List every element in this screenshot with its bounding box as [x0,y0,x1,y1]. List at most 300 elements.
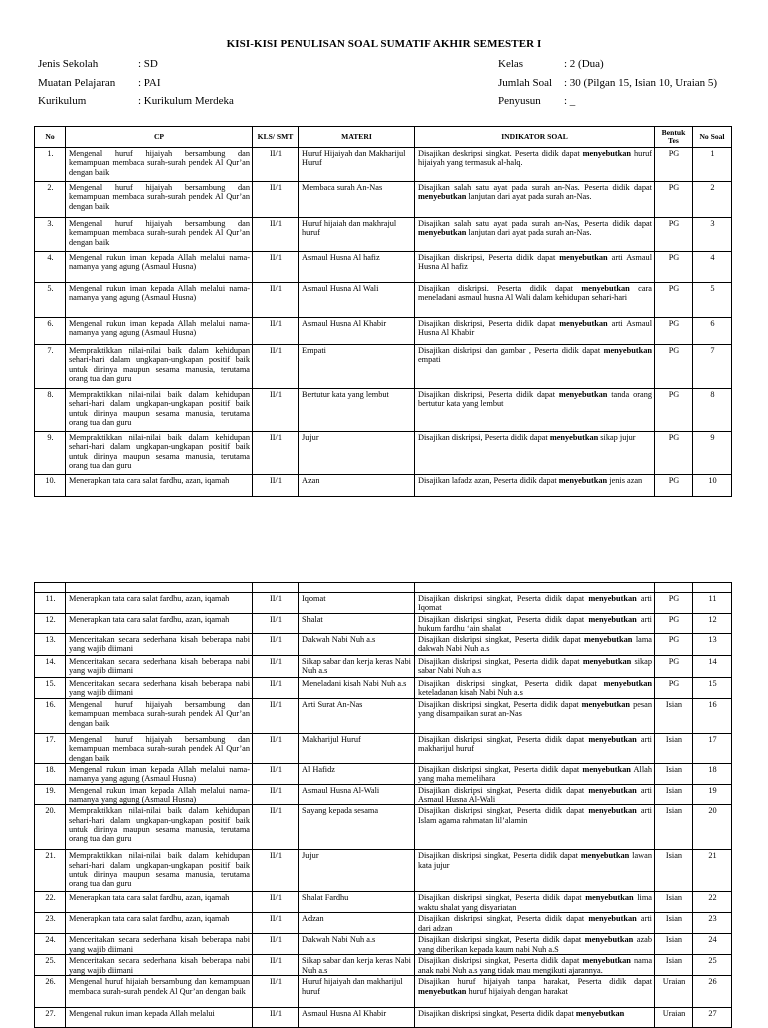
indikator-keyword: menyebutkan [582,149,632,158]
row-cp: Menerapkan tata cara salat fardhu, azan, iqamah [66,475,253,497]
row-kls: II/1 [253,218,299,252]
indikator-text: Disajikan salah satu ayat pada surah an-Nas, Peserta didik dapat [418,219,652,228]
row-no: 19. [35,784,66,805]
table-row [35,913,732,934]
row-indikator [415,252,655,283]
indikator-keyword: menyebutkan [588,785,637,795]
row-no: 16. [35,699,66,734]
row-no: 13. [35,634,66,656]
row-kls: II/1 [253,850,299,892]
indikator-text: lima waktu shalat yang disyariatan [418,893,652,912]
table-row [35,613,732,634]
indikator-keyword: menyebutkan [418,986,467,996]
indikator-text: Disajikan diskripsi singkat, Peserta didik dapat [418,806,589,816]
row-kls: II/1 [253,283,299,318]
indikator-text: Disajikan huruf hijaiyah tanpa harakat, Peserta didik dapat [418,977,652,987]
row-no: 12. [35,613,66,634]
row-no: 18. [35,764,66,785]
header-kls: KLS/ SMT [253,127,299,148]
table-row [35,148,732,182]
row-cp: Menceritakan secara sederhana kisah beberapa nabi yang wajib diimani [66,678,253,699]
row-bentuk-tes: Isian [655,892,693,913]
header-no: No [35,127,66,148]
row-no: 27. [35,1008,66,1028]
row-kls: II/1 [253,656,299,678]
row-no: 20. [35,805,66,850]
row-cp: Mengenal rukun iman kepada Allah melalui nama-namanya yang agung (Asmaul Husna) [66,283,253,318]
row-no: 5. [35,283,66,318]
indikator-text: Disajikan diskripsi singkat, Peserta didik dapat [418,956,583,966]
indikator-text: Disajikan diskripsi, Peserta didik dapat [418,433,550,442]
indikator-text: jenis azan [607,476,643,485]
table-row [35,252,732,283]
indikator-text: nama anak nabi Nuh a.s yang tidak mau mengikuti ajarannya. [418,956,652,975]
table-row [35,805,732,850]
row-materi: Al Hafidz [299,764,415,785]
indikator-text: Disajikan deskripsi singkat. Peserta didik dapat [418,149,583,158]
row-indikator [415,634,655,656]
indikator-text: lanjutan dari ayat pada surah an-Nas. [466,192,592,202]
row-no-soal: 20 [693,805,732,850]
indikator-text: Disajikan diskripsi singkat, Peserta didik dapat [418,735,589,745]
indikator-text: Allah yang maha memelihara [418,765,652,784]
indikator-keyword: menyebutkan [588,735,637,745]
row-kls: II/1 [253,805,299,850]
row-materi: Asmaul Husna Al-Wali [299,784,415,805]
row-indikator [415,784,655,805]
row-bentuk-tes: Uraian [655,1008,693,1028]
indikator-text: Disajikan diskripsi singkat, Peserta didik dapat [418,679,604,689]
table-row [35,976,732,1008]
row-bentuk-tes: Isian [655,784,693,805]
indikator-keyword: menyebutkan [584,935,634,945]
row-kls: II/1 [253,699,299,734]
row-cp: Menerapkan tata cara salat fardhu, azan, iqamah [66,913,253,934]
row-cp: Mengenal rukun iman kepada Allah melalui nama-namanya yang agung (Asmaul Husna) [66,252,253,283]
row-indikator [415,432,655,475]
row-indikator [415,699,655,734]
row-no: 26. [35,976,66,1008]
row-materi: Shalat [299,613,415,634]
row-cp: Mengenal rukun iman kepada Allah melalui nama-namanya yang agung (Asmaul Husna) [66,318,253,345]
row-cp: Menerapkan tata cara salat fardhu, azan, iqamah [66,892,253,913]
indikator-keyword: menyebutkan [418,228,467,238]
row-bentuk-tes: Isian [655,734,693,764]
row-no-soal: 8 [693,389,732,432]
row-no: 8. [35,389,66,432]
row-no-soal: 13 [693,634,732,656]
row-bentuk-tes: PG [655,182,693,218]
indikator-text: Disajikan diskripsi singkat, Peserta didik dapat [418,785,589,795]
indikator-text: pesan yang disampaikan surat an-Nas [418,700,652,719]
row-cp: Mengenal huruf hijaiyah bersambung dan kemampuan membaca surah-surah pendek Al Qur’an dengan baik [66,148,253,182]
indikator-keyword: menyebutkan [575,1009,625,1019]
indikator-keyword: menyebutkan [582,657,632,667]
indikator-text: arti Islam agama rahmatan lil’alamin [418,806,652,825]
kurikulum-value: : Kurikulum Merdeka [138,95,234,107]
row-no-soal: 11 [693,593,732,614]
row-bentuk-tes: PG [655,283,693,318]
indikator-keyword: menyebutkan [603,679,652,689]
indikator-text: huruf hijaiyah yang termasuk al-halq. [418,149,652,168]
indikator-keyword: menyebutkan [588,914,637,924]
info-left [38,58,338,118]
row-indikator [415,764,655,785]
indikator-keyword: menyebutkan [559,319,608,328]
row-no-soal: 5 [693,283,732,318]
indikator-keyword: menyebutkan [582,765,631,775]
row-kls: II/1 [253,475,299,497]
indikator-text: Disajikan diskripsi, Peserta didik dapat [418,253,560,262]
indikator-text: Disajikan diskripsi singkat, Peserta didik dapat [418,893,586,903]
row-kls: II/1 [253,784,299,805]
row-indikator [415,1008,655,1028]
row-kls: II/1 [253,432,299,475]
row-no-soal: 25 [693,955,732,976]
row-kls: II/1 [253,934,299,955]
row-bentuk-tes: PG [655,318,693,345]
row-bentuk-tes: PG [655,389,693,432]
row-materi: Asmaul Husna Al hafiz [299,252,415,283]
row-kls: II/1 [253,1008,299,1028]
penyusun-label: Penyusun [498,95,541,107]
indikator-text: Disajikan diskripsi. Peserta didik dapat [418,284,582,293]
kisi-kisi-table-part2 [34,582,732,1028]
row-no-soal: 15 [693,678,732,699]
row-indikator [415,805,655,850]
header-bentuk: Bentuk Tes [655,127,693,148]
row-materi: Shalat Fardhu [299,892,415,913]
row-materi: Arti Surat An-Nas [299,699,415,734]
row-materi: Sikap sabar dan kerja keras Nabi Nuh a.s [299,656,415,678]
row-indikator [415,656,655,678]
row-no: 15. [35,678,66,699]
indikator-text: lama dakwah Nabi Nuh a.s [418,635,652,654]
row-no-soal: 2 [693,182,732,218]
row-cp: Menerapkan tata cara salat fardhu, azan, iqamah [66,613,253,634]
row-kls: II/1 [253,913,299,934]
indikator-text: arti Asmaul Husna Al-Wali [418,785,652,805]
indikator-text: Disajikan diskripsi singkat, Peserta didik dapat [418,700,582,710]
row-materi: Bertutur kata yang lembut [299,389,415,432]
row-cp: Mempraktikkan nilai-nilai baik dalam kehidupan sehari-hari dalam ungkapan-ungkapan positif baik untuk dirinya maupun sesama manusia, terutama orang tua dan guru [66,850,253,892]
table-row [35,182,732,218]
row-kls: II/1 [253,345,299,389]
row-cp: Mempraktikkan nilai-nilai baik dalam kehidupan sehari-hari dalam ungkapan-ungkapan positif baik untuk dirinya maupun sesama manusia, terutama orang tua dan guru [66,432,253,475]
indikator-keyword: menyebutkan [418,192,467,202]
table-row [35,934,732,955]
indikator-text: arti Asmaul Husna Al Khabir [418,319,653,338]
row-cp: Mengenal huruf hijaiyah bersambung dan kemampuan membaca surah-surah pendek Al Qur’an dengan baik [66,699,253,734]
table-row [35,850,732,892]
indikator-text: sikap jujur [598,433,636,442]
row-materi: Jujur [299,432,415,475]
row-no-soal: 22 [693,892,732,913]
row-no: 6. [35,318,66,345]
table-row [35,283,732,318]
indikator-text: azab yang diberikan kepada kaum nabi Nuh a.S [418,935,652,954]
blank-row [35,583,732,593]
row-bentuk-tes: Isian [655,913,693,934]
row-no-soal: 10 [693,475,732,497]
row-bentuk-tes: Isian [655,764,693,785]
table-row [35,475,732,497]
row-no-soal: 16 [693,699,732,734]
row-kls: II/1 [253,389,299,432]
indikator-keyword: menyebutkan [585,893,634,903]
row-no-soal: 21 [693,850,732,892]
row-indikator [415,148,655,182]
indikator-text: Disajikan diskripsi singkat, Peserta didik dapat [418,614,589,624]
row-no-soal: 19 [693,784,732,805]
row-no-soal: 9 [693,432,732,475]
table-row [35,892,732,913]
penyusun-value: : _ [564,95,576,107]
row-kls: II/1 [253,976,299,1008]
row-materi: Empati [299,345,415,389]
row-no: 3. [35,218,66,252]
row-materi: Asmaul Husna Al Khabir [299,1008,415,1028]
row-kls: II/1 [253,148,299,182]
table-row [35,699,732,734]
row-bentuk-tes: PG [655,345,693,389]
indikator-text: sikap sabar Nabi Nuh a.s [418,657,652,676]
row-indikator [415,593,655,614]
row-materi: Sikap sabar dan kerja keras Nabi Nuh a.s [299,955,415,976]
row-cp: Mengenal huruf hijaiyah bersambung dan kemampuan membaca surah-surah pendek Al Qur’an dengan baik [66,734,253,764]
row-cp: Mengenal huruf hijaiyah bersambung dan kemampuan membaca surah-surah pendek Al Qur’an dengan baik [66,218,253,252]
row-materi: Dakwah Nabi Nuh a.s [299,934,415,955]
row-cp: Mengenal rukun iman kepada Allah melalui [66,1008,253,1028]
row-materi: Asmaul Husna Al Khabir [299,318,415,345]
indikator-text: Disajikan lafadz azan, Peserta didik dapat [418,476,559,485]
row-no: 4. [35,252,66,283]
row-cp: Mempraktikkan nilai-nilai baik dalam kehidupan sehari-hari dalam ungkapan-ungkapan positif baik untuk dirinya maupun sesama manusia, terutama orang tua dan guru [66,389,253,432]
row-bentuk-tes: PG [655,148,693,182]
row-indikator [415,345,655,389]
indikator-keyword: menyebutkan [558,390,608,399]
row-cp: Mempraktikkan nilai-nilai baik dalam kehidupan sehari-hari dalam ungkapan-ungkapan positif baik untuk dirinya maupun sesama manusia, terutama orang tua dan guru [66,345,253,389]
row-no: 24. [35,934,66,955]
indikator-text: Disajikan diskripsi singkat, Peserta didik dapat [418,914,589,924]
indikator-text: keteladanan kisah Nabi Nuh a.s [418,688,523,698]
row-no: 7. [35,345,66,389]
row-no: 17. [35,734,66,764]
kisi-kisi-table-part1 [34,126,732,497]
header-cp: CP [66,127,253,148]
kurikulum-label: Kurikulum [38,95,87,107]
indikator-text: Disajikan diskripsi, Peserta didik dapat [418,390,559,399]
row-cp: Menceritakan secara sederhana kisah beberapa nabi yang wajib diimani [66,656,253,678]
row-kls: II/1 [253,634,299,656]
row-bentuk-tes: Uraian [655,976,693,1008]
indikator-text: Disajikan diskripsi singkat, Peserta didik dapat [418,765,583,775]
indikator-text: Disajikan diskripsi singkat, Peserta didik dapat [418,657,583,667]
row-bentuk-tes: Isian [655,934,693,955]
indikator-keyword: menyebutkan [588,594,637,603]
row-indikator [415,892,655,913]
row-no-soal: 26 [693,976,732,1008]
row-no-soal: 18 [693,764,732,785]
jumlah-soal-label: Jumlah Soal [498,77,553,89]
indikator-keyword: menyebutkan [584,635,633,645]
row-indikator [415,613,655,634]
row-no: 11. [35,593,66,614]
table-row [35,955,732,976]
indikator-keyword: menyebutkan [581,700,631,710]
indikator-text: cara meneladani asmaul husna Al Wali dalam kehidupan sehari-hari [418,284,652,303]
document-title: KISI-KISI PENULISAN SOAL SUMATIF AKHIR SEMESTER I [226,38,542,50]
row-materi: Huruf hijaiah dan makhrajul huruf [299,218,415,252]
header-no-soal: No Soal [693,127,732,148]
row-kls: II/1 [253,764,299,785]
table-row [35,345,732,389]
row-indikator [415,389,655,432]
indikator-keyword: menyebutkan [558,476,608,485]
indikator-keyword: menyebutkan [582,956,631,966]
row-no-soal: 24 [693,934,732,955]
indikator-keyword: menyebutkan [588,614,637,624]
table-row [35,634,732,656]
indikator-keyword: menyebutkan [588,806,637,816]
row-kls: II/1 [253,593,299,614]
header-indikator: INDIKATOR SOAL [415,127,655,148]
row-indikator [415,913,655,934]
indikator-text: arti dari adzan [418,914,652,933]
table-row [35,1008,732,1028]
row-materi: Asmaul Husna Al Wali [299,283,415,318]
info-right [498,58,748,118]
indikator-text: lanjutan dari ayat pada surah an-Nas. [466,228,592,238]
indikator-keyword: menyebutkan [559,253,608,262]
indikator-text: huruf hijaiyah dengan harakat [466,986,568,996]
row-materi: Makharijul Huruf [299,734,415,764]
row-no: 23. [35,913,66,934]
table-row [35,784,732,805]
row-cp: Mengenal rukun iman kepada Allah melalui nama-namanya yang agung (Asmaul Husna) [66,784,253,805]
muatan-pelajaran-value: : PAI [138,77,161,89]
row-kls: II/1 [253,318,299,345]
row-indikator [415,475,655,497]
indikator-text: Disajikan diskripsi singkat, Peserta didik dapat [418,935,585,945]
jenis-sekolah-label: Jenis Sekolah [38,58,99,70]
row-no-soal: 7 [693,345,732,389]
row-bentuk-tes: PG [655,432,693,475]
table-row [35,593,732,614]
row-materi: Adzan [299,913,415,934]
row-bentuk-tes: PG [655,218,693,252]
indikator-text: Disajikan diskripsi singkat, Peserta didik dapat [418,1009,576,1019]
indikator-text: arti hukum fardhu ‘ain shalat [418,614,652,633]
row-cp: Mengenal rukun iman kepada Allah melalui nama-namanya yang agung (Asmaul Husna) [66,764,253,785]
row-indikator [415,318,655,345]
row-materi: Sayang kepada sesama [299,805,415,850]
row-indikator [415,955,655,976]
row-cp: Menerapkan tata cara salat fardhu, azan, iqamah [66,593,253,614]
row-bentuk-tes: PG [655,252,693,283]
indikator-text: lawan kata jujur [418,851,652,870]
row-indikator [415,218,655,252]
row-kls: II/1 [253,182,299,218]
row-no-soal: 14 [693,656,732,678]
row-bentuk-tes: PG [655,634,693,656]
row-cp: Mengenal huruf hijaiah bersambung dan kemampuan membaca surah-surah pendek Al Qur’an dengan baik [66,976,253,1008]
row-kls: II/1 [253,734,299,764]
indikator-keyword: menyebutkan [549,433,599,442]
row-no-soal: 27 [693,1008,732,1028]
row-no: 21. [35,850,66,892]
row-materi: Huruf Hijaiyah dan Makharijul Huruf [299,148,415,182]
indikator-keyword: menyebutkan [580,851,630,861]
row-bentuk-tes: PG [655,678,693,699]
row-materi: Meneladani kisah Nabi Nuh a.s [299,678,415,699]
row-no: 10. [35,475,66,497]
table-row [35,432,732,475]
indikator-text: arti Asmaul Husna Al hafiz [418,253,653,272]
row-no: 1. [35,148,66,182]
table-header-row [35,127,732,148]
indikator-text: tanda orang bertutur kata yang lembut [418,390,652,409]
row-materi: Jujur [299,850,415,892]
row-bentuk-tes: Isian [655,850,693,892]
row-no: 2. [35,182,66,218]
row-materi: Membaca surah An-Nas [299,182,415,218]
row-no-soal: 4 [693,252,732,283]
row-kls: II/1 [253,613,299,634]
row-materi: Azan [299,475,415,497]
indikator-keyword: menyebutkan [603,346,652,355]
table-row [35,656,732,678]
row-no-soal: 3 [693,218,732,252]
indikator-text: Disajikan diskripsi dan gambar , Peserta didik dapat [418,346,604,355]
jenis-sekolah-value: : SD [138,58,158,70]
muatan-pelajaran-label: Muatan Pelajaran [38,77,116,89]
table-row [35,389,732,432]
row-indikator [415,976,655,1008]
row-indikator [415,182,655,218]
jumlah-soal-value: : 30 (Pilgan 15, Isian 10, Uraian 5) [564,77,718,89]
row-no-soal: 17 [693,734,732,764]
row-indikator [415,734,655,764]
table-row [35,678,732,699]
row-cp: Menceritakan secara sederhana kisah beberapa nabi yang wajib diimani [66,955,253,976]
row-no: 14. [35,656,66,678]
row-bentuk-tes: PG [655,593,693,614]
row-indikator [415,283,655,318]
row-indikator [415,678,655,699]
table-row [35,218,732,252]
row-no-soal: 1 [693,148,732,182]
kelas-value: : 2 (Dua) [564,58,604,70]
row-bentuk-tes: Isian [655,805,693,850]
indikator-text: Disajikan diskripsi singkat, Peserta didik dapat [418,594,589,603]
row-kls: II/1 [253,892,299,913]
row-materi: Huruf hijaiyah dan makharijul huruf [299,976,415,1008]
kelas-label: Kelas [498,58,524,70]
row-kls: II/1 [253,252,299,283]
row-bentuk-tes: PG [655,475,693,497]
row-bentuk-tes: PG [655,656,693,678]
header-materi: MATERI [299,127,415,148]
row-kls: II/1 [253,955,299,976]
row-indikator [415,934,655,955]
row-no-soal: 23 [693,913,732,934]
indikator-text: Disajikan diskripsi singkat, Peserta didik dapat [418,851,581,861]
indikator-text: empati [418,355,441,365]
row-bentuk-tes: PG [655,613,693,634]
row-kls: II/1 [253,678,299,699]
row-no-soal: 12 [693,613,732,634]
